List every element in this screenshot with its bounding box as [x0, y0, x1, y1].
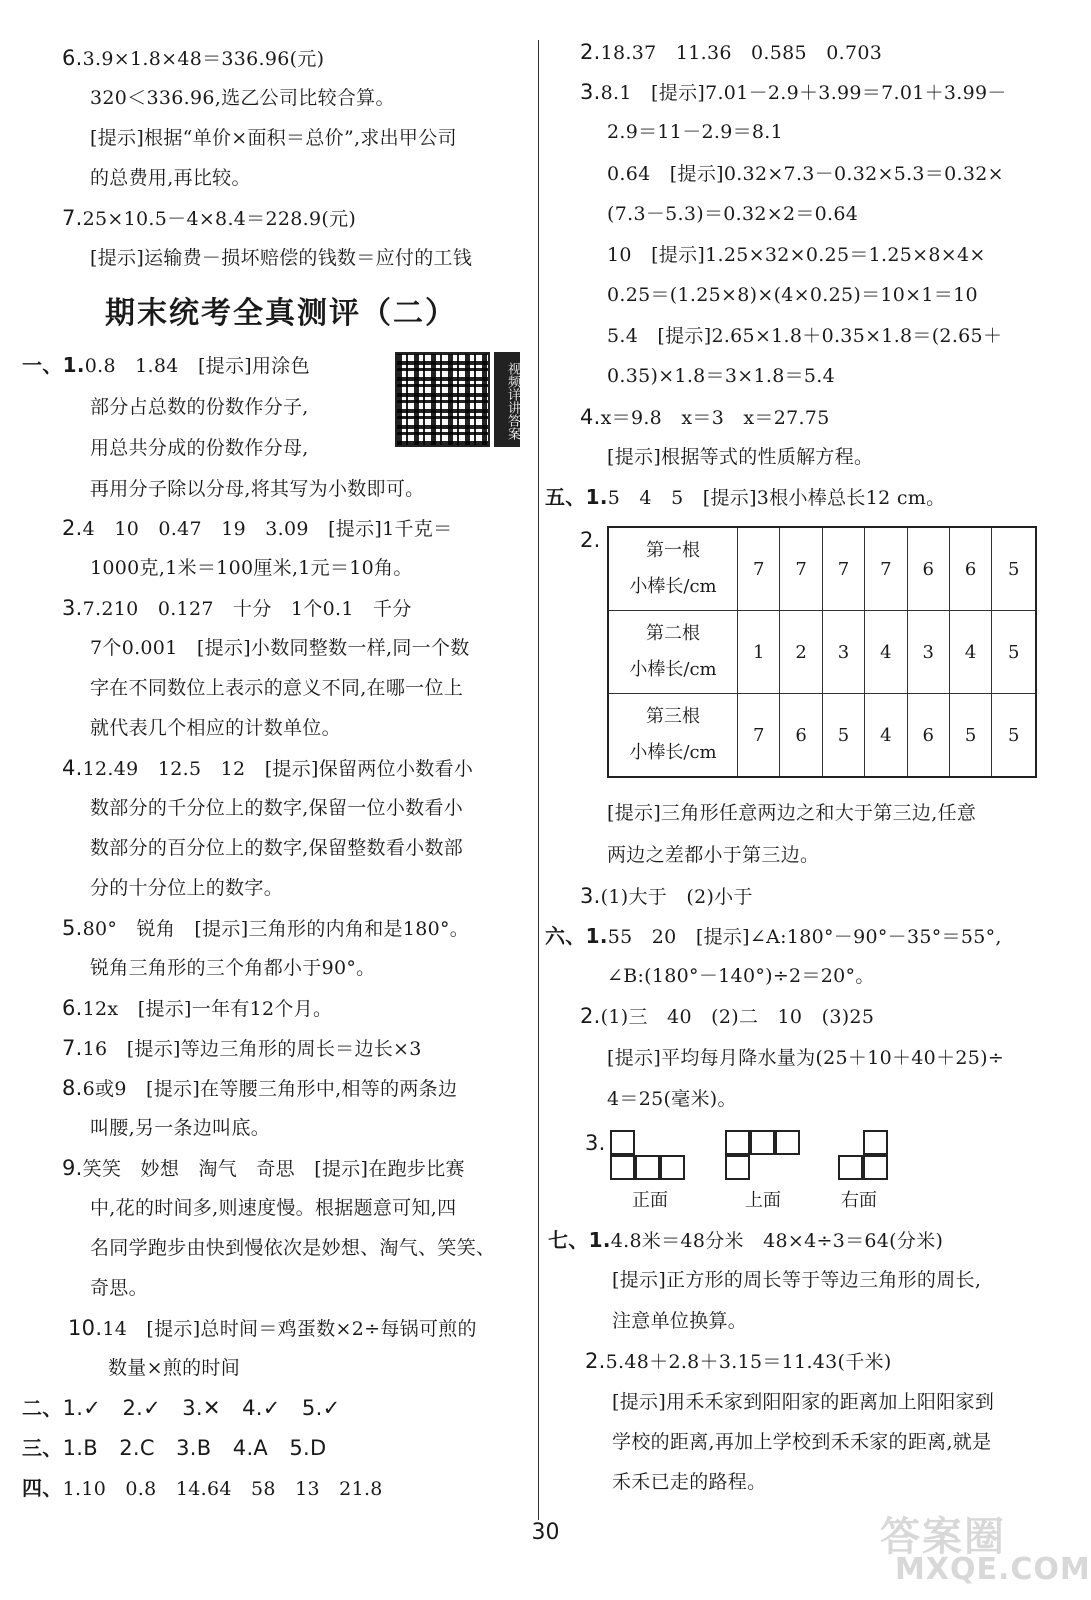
answer-line — [580, 881, 753, 912]
watermark-url: MXQE.COM — [895, 1552, 1091, 1587]
row-header-line1: 第二根 — [646, 623, 700, 644]
section-number: 一、1. — [22, 353, 85, 377]
view-square — [863, 1130, 888, 1155]
answer-line: 分的十分位上的数字。 — [90, 877, 284, 899]
answer-line: 0.25＝(1.25×8)×(4×0.25)＝10×1＝10 — [607, 284, 978, 306]
answer-text: 8.1 [提示]7.01－2.9＋3.99＝7.01＋3.99－ — [600, 82, 1007, 104]
item-number: 2. — [585, 1349, 606, 1373]
view-square — [660, 1155, 685, 1180]
left-column — [0, 0, 535, 1530]
answer-text: 笑笑 妙想 淘气 奇思 [提示]在跑步比赛 — [82, 1158, 465, 1180]
page-number: 30 — [531, 1520, 560, 1545]
answer-line — [22, 1473, 383, 1504]
qr-side-label: 视频详讲答案 — [494, 352, 520, 447]
answer-text: 4.8米＝48分米 48×4÷3＝64(分米) — [610, 1230, 944, 1252]
answer-text: 5.48＋2.8＋3.15＝11.43(千米) — [605, 1351, 892, 1373]
answer-line: 就代表几个相应的计数单位。 — [90, 717, 341, 739]
hint-line: 学校的距离,再加上学校到禾禾家的距离,就是 — [612, 1431, 992, 1453]
answer-line — [22, 350, 310, 381]
item-number: 4. — [580, 405, 601, 429]
table-cell: 5 — [992, 527, 1036, 611]
answer-line: 再用分子除以分母,将其写为小数即可。 — [90, 478, 425, 500]
table-cell: 4 — [865, 611, 907, 694]
answer-line: 中,花的时间多,则速度慢。根据题意可知,四 — [90, 1197, 457, 1219]
answer-line — [580, 77, 1007, 108]
view-square — [610, 1130, 635, 1155]
table-cell: 7 — [738, 527, 780, 611]
table-cell: 7 — [865, 527, 907, 611]
section-number: 四、 — [22, 1476, 63, 1500]
view-label: 正面 — [632, 1190, 668, 1211]
answer-text: 5 4 5 [提示]3根小棒总长12 cm。 — [607, 487, 946, 509]
row-header-line2: 小棒长/cm — [629, 576, 717, 597]
answer-line: 7个0.001 [提示]小数同整数一样,同一个数 — [90, 637, 470, 659]
hint-line: [提示]根据等式的性质解方程。 — [607, 446, 874, 468]
hint-line: [提示]根据“单价×面积＝总价”,求出甲公司 — [90, 127, 457, 149]
column-divider — [538, 40, 539, 1520]
answer-line — [585, 1346, 892, 1377]
answer-text: x＝9.8 x＝3 x＝27.75 — [600, 407, 830, 429]
row-header — [608, 527, 738, 611]
item-number: 6. — [62, 46, 83, 70]
item-number: 2. — [580, 1004, 601, 1028]
table-cell: 6 — [907, 527, 949, 611]
answer-line: 5.4 [提示]2.65×1.8＋0.35×1.8＝(2.65＋ — [607, 325, 1003, 347]
answer-line: 1000克,1米＝100厘米,1元＝10角。 — [90, 557, 413, 579]
answer-line — [62, 513, 452, 544]
answer-line: 名同学跑步由快到慢依次是妙想、淘气、笑笑、 — [90, 1237, 496, 1259]
answer-line — [580, 37, 882, 68]
hint-line: 的总费用,再比较。 — [90, 167, 251, 189]
item-number: 3. — [62, 596, 83, 620]
answer-text: (1)大于 (2)小于 — [600, 886, 753, 908]
hint-line: [提示]正方形的周长等于等边三角形的周长, — [612, 1269, 982, 1291]
view-square — [838, 1155, 863, 1180]
item-number: 7. — [62, 206, 83, 230]
item-number: 3. — [580, 884, 601, 908]
item-number: 3. — [585, 1131, 606, 1155]
section-number: 二、 — [22, 1396, 63, 1420]
answer-text: 6或9 [提示]在等腰三角形中,相等的两条边 — [82, 1078, 458, 1100]
row-header-line1: 第一根 — [646, 540, 700, 561]
table-cell: 2 — [780, 611, 822, 694]
answer-line: 320＜336.96,选乙公司比较合算。 — [90, 87, 395, 109]
item-number: 9. — [62, 1156, 83, 1180]
answer-line: 数部分的千分位上的数字,保留一位小数看小 — [90, 797, 464, 819]
answer-line: 字在不同数位上表示的意义不同,在哪一位上 — [90, 677, 464, 699]
answer-text: 12x [提示]一年有12个月。 — [82, 998, 333, 1020]
answer-text: 16 [提示]等边三角形的周长＝边长×3 — [82, 1038, 422, 1060]
item-number: 2. — [580, 528, 601, 552]
answer-line — [62, 1153, 465, 1184]
row-header — [608, 611, 738, 694]
table-cell: 7 — [780, 527, 822, 611]
item-number: 4. — [62, 756, 83, 780]
answer-line: 锐角三角形的三个角都小于90°。 — [90, 957, 376, 979]
section-title: 期末统考全真测评（二） — [105, 296, 457, 331]
table-cell: 4 — [949, 611, 991, 694]
answer-line — [22, 1393, 340, 1424]
hint-line: 注意单位换算。 — [612, 1310, 748, 1332]
table-cell: 5 — [992, 694, 1036, 778]
hint-line: 禾禾已走的路程。 — [612, 1471, 767, 1493]
watermark-logo: 答案圈 — [880, 1514, 1006, 1560]
answer-text: 1.B 2.C 3.B 4.A 5.D — [62, 1436, 327, 1460]
table-cell: 3 — [907, 611, 949, 694]
answer-text: 0.8 1.84 [提示]用涂色 — [84, 355, 310, 377]
answer-line: ∠B:(180°－140°)÷2＝20°。 — [607, 965, 875, 987]
answer-text: 1.10 0.8 14.64 58 13 21.8 — [62, 1478, 383, 1500]
section-number: 六、1. — [545, 924, 608, 948]
row-header-line2: 小棒长/cm — [629, 659, 717, 680]
answer-line — [22, 1433, 327, 1464]
table-cell: 4 — [865, 694, 907, 778]
view-label: 右面 — [841, 1190, 877, 1211]
item-number: 5. — [62, 916, 83, 940]
section-number: 五、1. — [545, 485, 608, 509]
view-square — [750, 1130, 775, 1155]
table-row — [608, 527, 1036, 611]
answer-line — [62, 203, 356, 234]
table-cell: 5 — [949, 694, 991, 778]
answer-line — [62, 593, 412, 624]
view-square — [635, 1155, 660, 1180]
answer-text: 1.✓ 2.✓ 3.✕ 4.✓ 5.✓ — [62, 1396, 341, 1420]
hint-line: [提示]平均每月降水量为(25＋10＋40＋25)÷ — [607, 1047, 1005, 1069]
table-cell: 3 — [822, 611, 864, 694]
answer-text: (1)三 40 (2)二 10 (3)25 — [600, 1006, 875, 1028]
table-row — [608, 611, 1036, 694]
answer-line — [548, 1225, 943, 1256]
item-number: 3. — [580, 80, 601, 104]
hint-line: [提示]用禾禾家到阳阳家的距离加上阳阳家到 — [612, 1391, 995, 1413]
answer-line: 叫腰,另一条边叫底。 — [90, 1117, 271, 1139]
item-number: 8. — [62, 1076, 83, 1100]
hint-line: [提示]运输费－损坏赔偿的钱数＝应付的工钱 — [90, 247, 473, 269]
row-header-line2: 小棒长/cm — [629, 742, 717, 763]
answer-line: 10 [提示]1.25×32×0.25＝1.25×8×4× — [607, 244, 986, 266]
answer-line: 部分占总数的份数作分子, — [90, 396, 309, 418]
item-number: 2. — [580, 40, 601, 64]
answer-line: 0.35)×1.8＝3×1.8＝5.4 — [607, 365, 835, 387]
item-number: 7. — [62, 1036, 83, 1060]
table-row — [608, 694, 1036, 778]
answer-text: 7.210 0.127 十分 1个0.1 千分 — [82, 598, 412, 620]
table-cell: 1 — [738, 611, 780, 694]
answer-text: 14 [提示]总时间＝鸡蛋数×2÷每锅可煎的 — [102, 1318, 477, 1340]
view-square — [725, 1155, 750, 1180]
table-cell: 6 — [949, 527, 991, 611]
stick-length-table — [607, 526, 1037, 778]
answer-line: 4＝25(毫米)。 — [607, 1088, 737, 1110]
answer-text: 18.37 11.36 0.585 0.703 — [600, 42, 883, 64]
answer-line — [62, 753, 473, 784]
hint-line: 两边之差都小于第三边。 — [607, 844, 820, 866]
answer-line: 2.9＝11－2.9＝8.1 — [607, 121, 784, 143]
answer-line — [62, 43, 324, 74]
answer-line: 0.64 [提示]0.32×7.3－0.32×5.3＝0.32× — [607, 163, 1004, 185]
section-number: 七、1. — [548, 1228, 611, 1252]
answer-line — [62, 1033, 422, 1064]
answer-line — [62, 993, 332, 1024]
view-square — [775, 1130, 800, 1155]
answer-line — [580, 402, 830, 433]
answer-line: (7.3－5.3)＝0.32×2＝0.64 — [607, 203, 859, 225]
item-number: 2. — [62, 516, 83, 540]
answer-line — [68, 1313, 477, 1344]
answer-line — [580, 1001, 874, 1032]
table-cell: 7 — [822, 527, 864, 611]
table-cell: 5 — [822, 694, 864, 778]
answer-line — [62, 913, 469, 944]
answer-text: 12.49 12.5 12 [提示]保留两位小数看小 — [82, 758, 474, 780]
view-label: 上面 — [745, 1190, 781, 1211]
answer-text: 55 20 [提示]∠A:180°－90°－35°＝55°, — [607, 926, 1002, 948]
row-header — [608, 694, 738, 778]
answer-text: 3.9×1.8×48＝336.96(元) — [82, 48, 325, 70]
answer-text: 25×10.5－4×8.4＝228.9(元) — [82, 208, 357, 230]
table-cell: 6 — [907, 694, 949, 778]
answer-line: 用总共分成的份数作分母, — [90, 437, 309, 459]
answer-line: 数量×煎的时间 — [108, 1357, 241, 1379]
table-cell: 6 — [780, 694, 822, 778]
item-number: 10. — [68, 1316, 103, 1340]
view-square — [610, 1155, 635, 1180]
answer-line — [545, 921, 1002, 952]
view-square — [725, 1130, 750, 1155]
section-number: 三、 — [22, 1436, 63, 1460]
item-number: 6. — [62, 996, 83, 1020]
table-cell: 5 — [992, 611, 1036, 694]
answer-text: 80° 锐角 [提示]三角形的内角和是180°。 — [82, 918, 470, 940]
row-header-line1: 第三根 — [646, 706, 700, 727]
qr-code[interactable] — [395, 352, 490, 447]
answer-line: 数部分的百分位上的数字,保留整数看小数部 — [90, 837, 464, 859]
answer-line: 奇思。 — [90, 1277, 148, 1299]
answer-line — [62, 1073, 457, 1104]
hint-line: [提示]三角形任意两边之和大于第三边,任意 — [607, 802, 977, 824]
answer-text: 4 10 0.47 19 3.09 [提示]1千克＝ — [82, 518, 453, 540]
answer-line — [545, 482, 945, 513]
view-square — [863, 1155, 888, 1180]
table-cell: 7 — [738, 694, 780, 778]
